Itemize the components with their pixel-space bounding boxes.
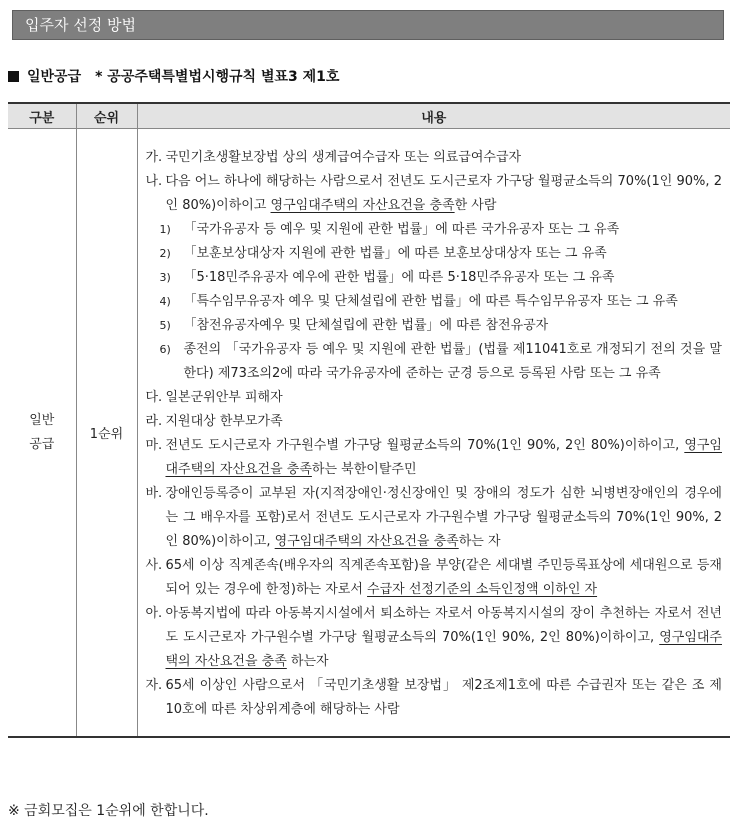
- sub-marker: 5): [159, 319, 171, 332]
- item-marker: 사.: [145, 558, 163, 573]
- item-text-post: 한 사람: [454, 198, 497, 213]
- underlined-asset-requirement: 영구임대주택의 자산요건을 충족: [165, 438, 722, 477]
- item-text-post: 하는 북한이탈주민: [311, 462, 417, 477]
- header-rank: 순위: [76, 103, 137, 129]
- category-line-1: 일반: [29, 412, 55, 428]
- sub-marker: 2): [159, 247, 171, 260]
- item-marker: 자.: [145, 678, 163, 693]
- sub-marker: 1): [159, 223, 171, 236]
- list-item-a: [146, 602, 723, 674]
- item-marker: 라.: [145, 414, 163, 429]
- list-item-ba: [146, 482, 723, 554]
- category-cell: [8, 129, 76, 738]
- section-heading-label: 일반공급: [27, 69, 82, 85]
- underlined-asset-requirement: 영구임대주택의 자산요건을 충족: [274, 534, 459, 549]
- sub-item-1: [146, 218, 723, 242]
- sub-item-6: [146, 338, 723, 386]
- sub-marker: 6): [159, 343, 171, 356]
- list-item-da: [146, 386, 723, 410]
- item-marker: 나.: [145, 174, 163, 189]
- content-cell: [137, 129, 730, 738]
- sub-text: 종전의 「국가유공자 등 예우 및 지원에 관한 법률」(법률 제11041호로 개정되기 전의 것을 말한다) 제73조의2에 따라 국가유공자에 준하는 군경 등으로 등록된 사람 또는 그 유족: [183, 342, 722, 381]
- item-text: [166, 482, 723, 554]
- sub-item-2: [146, 242, 723, 266]
- category-line-2: 공급: [29, 436, 55, 452]
- item-text-pre: 65세 이상 직계존속(배우자의 직계존속포함)을 부양(같은 세대별 주민등록표상에 세대원으로 등재되어 있는 경우에 한정)하는 자로서: [165, 558, 722, 597]
- sub-text: 「5·18민주유공자 예우에 관한 법률」에 따른 5·18민주유공자 또는 그 유족: [183, 270, 615, 285]
- item-text: 지원대상 한부모가족: [165, 414, 283, 429]
- table-row: [8, 129, 730, 738]
- item-text: 일본군위안부 피해자: [165, 390, 283, 405]
- eligibility-table: [8, 102, 730, 738]
- list-item-sa: [146, 554, 723, 602]
- item-text: [166, 554, 723, 602]
- item-marker: 바.: [145, 486, 163, 501]
- footnote: ※ 금회모집은 1순위에 한합니다.: [8, 803, 209, 819]
- sub-text: 「국가유공자 등 예우 및 지원에 관한 법률」에 따른 국가유공자 또는 그 유족: [183, 222, 620, 237]
- sub-marker: 3): [159, 271, 171, 284]
- list-item-ma: [146, 434, 723, 482]
- section-title-bar: 입주자 선정 방법: [12, 10, 724, 40]
- list-item-ga: [146, 146, 723, 170]
- item-text-pre: 전년도 도시근로자 가구원수별 가구당 월평균소득의 70%(1인 90%, 2인 80%)이하이고,: [165, 438, 685, 453]
- item-text: [166, 602, 723, 674]
- item-text: 65세 이상인 사람으로서 「국민기초생활 보장법」 제2조제1호에 따른 수급권자 또는 같은 조 제10호에 따른 차상위계층에 해당하는 사람: [165, 678, 722, 717]
- section-note: * 공공주택특별법시행규칙 별표3 제1호: [95, 69, 340, 85]
- sub-marker: 4): [159, 295, 171, 308]
- sub-item-5: [146, 314, 723, 338]
- item-text-pre: 장애인등록증이 교부된 자(지적장애인·정신장애인 및 장애의 정도가 심한 뇌병변장애인의 경우에는 그 배우자를 포함)로서 전년도 도시근로자 가구원수별 가구당 월평균소득의 70%(1인 90%, 2인 80%)이하이고,: [165, 486, 722, 549]
- header-content: 내용: [137, 103, 730, 129]
- underlined-asset-requirement: 영구임대주택의 자산요건을 충족: [270, 198, 455, 213]
- sub-item-4: [146, 290, 723, 314]
- sub-item-3: [146, 266, 723, 290]
- square-bullet-icon: [8, 71, 19, 82]
- item-marker: 다.: [145, 390, 163, 405]
- header-category: 구분: [8, 103, 76, 129]
- list-item-ra: [146, 410, 723, 434]
- item-text-pre: 다음 어느 하나에 해당하는 사람으로서 전년도 도시근로자 가구당 월평균소득의 70%(1인 90%, 2인 80%)이하이고: [165, 174, 722, 213]
- item-text-post: 하는 자: [458, 534, 501, 549]
- item-text: [166, 434, 723, 482]
- item-marker: 마.: [145, 438, 163, 453]
- table-header-row: [8, 103, 730, 129]
- sub-text: 「보훈보상대상자 지원에 관한 법률」에 따른 보훈보상대상자 또는 그 유족: [183, 246, 607, 261]
- list-item-na: [146, 170, 723, 218]
- underlined-asset-requirement: 영구임대주택의 자산요건을 충족: [165, 630, 722, 669]
- section-heading: [8, 66, 339, 86]
- item-text: 국민기초생활보장법 상의 생계급여수급자 또는 의료급여수급자: [165, 150, 522, 165]
- item-text-pre: 아동복지법에 따라 아동복지시설에서 퇴소하는 자로서 아동복지시설의 장이 추천하는 자로서 전년도 도시근로자 가구원수별 가구당 월평균소득의 70%(1인 90%, 2인 80%)이하이고,: [165, 606, 722, 645]
- underlined-income-requirement: 수급자 선정기준의 소득인정액 이하인 자: [367, 582, 598, 597]
- sub-text: 「특수임무유공자 예우 및 단체설립에 관한 법률」에 따른 특수임무유공자 또는 그 유족: [183, 294, 678, 309]
- list-item-ja: [146, 674, 723, 722]
- item-marker: 가.: [145, 150, 163, 165]
- rank-cell: 1순위: [76, 129, 137, 738]
- sub-text: 「참전유공자예우 및 단체설립에 관한 법률」에 따른 참전유공자: [183, 318, 549, 333]
- item-marker: 아.: [145, 606, 163, 621]
- item-text: [166, 170, 723, 218]
- item-text-post: 하는자: [286, 654, 329, 669]
